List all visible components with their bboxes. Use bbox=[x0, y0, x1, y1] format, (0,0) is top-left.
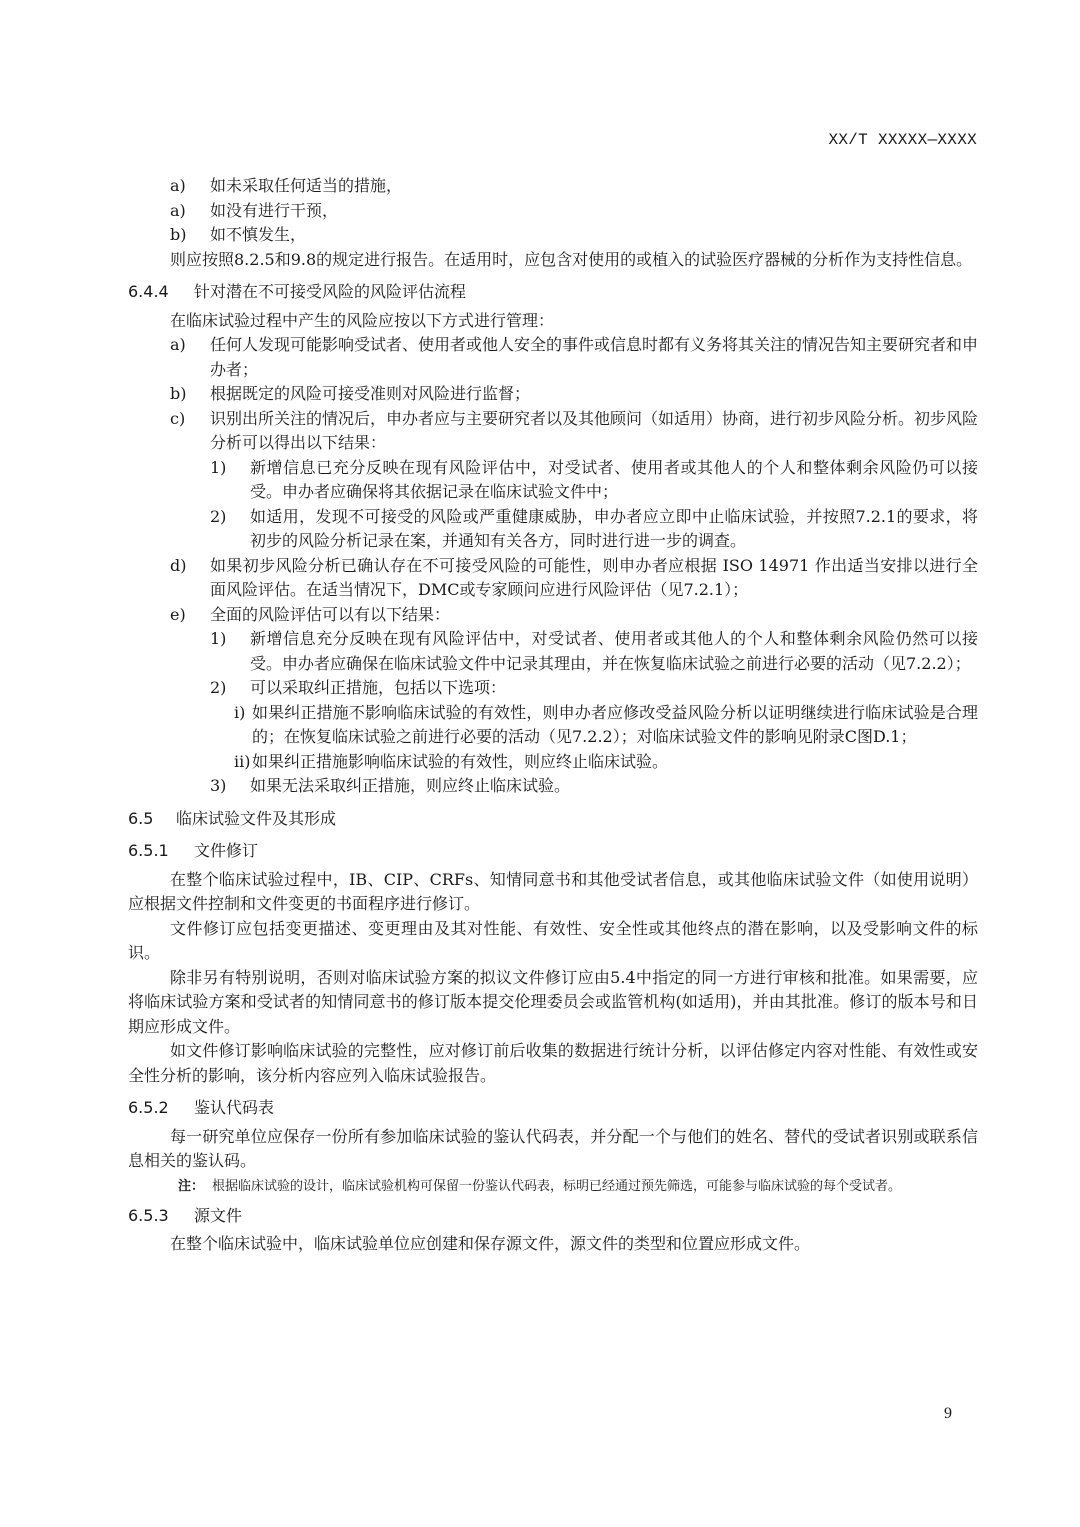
list-text: 如未采取任何适当的措施， bbox=[210, 176, 403, 195]
section-number: 6.5 bbox=[128, 808, 154, 828]
list-text: 任何人发现可能影响受试者、使用者或他人安全的事件或信息时都有义务将其关注的情况告知主要研究者和申办者； bbox=[210, 335, 979, 379]
list-item bbox=[128, 407, 978, 456]
page-content bbox=[128, 174, 978, 1257]
note bbox=[128, 1177, 978, 1196]
list-item bbox=[128, 774, 978, 799]
list-text: 如果初步风险分析已确认存在不可接受风险的可能性，则申办者应根据 ISO 14971 作出适当安排以进行全面风险评估。在适当情况下，DMC或专家顾问应进行风险评估（见7.2.1）； bbox=[210, 555, 978, 599]
paragraph: 在整个临床试验中，临床试验单位应创建和保存源文件，源文件的类型和位置应形成文件。 bbox=[170, 1234, 811, 1253]
list-item bbox=[128, 750, 978, 775]
list-label: b) bbox=[170, 384, 187, 403]
list-text: 全面的风险评估可以有以下结果： bbox=[210, 604, 451, 624]
list-item bbox=[128, 174, 978, 199]
list-label: ii) bbox=[234, 751, 251, 771]
list-label: b) bbox=[170, 225, 187, 244]
list-item bbox=[128, 333, 978, 382]
list-text: 识别出所关注的情况后，申办者应与主要研究者以及其他顾问（如适用）协商，进行初步风险分析。初步风险分析可以得出以下结果： bbox=[210, 408, 979, 452]
section-number: 6.5.3 bbox=[128, 1205, 169, 1225]
paragraph: 在临床试验过程中产生的风险应按以下方式进行管理： bbox=[170, 310, 555, 330]
list-item bbox=[128, 505, 978, 554]
section-title: 临床试验文件及其形成 bbox=[176, 808, 337, 828]
list-item bbox=[128, 627, 978, 676]
list-text: 如适用，发现不可接受的风险或严重健康威胁，申办者应立即中止临床试验，并按照7.2.1的要求，将初步的风险分析记录在案，并通知有关各方，同时进行进一步的调查。 bbox=[250, 506, 978, 550]
page-number: 9 bbox=[944, 1405, 952, 1422]
paragraph: 则应按照8.2.5和9.8的规定进行报告。在适用时，应包含对使用的或植入的试验医疗器械的分析作为支持性信息。 bbox=[170, 249, 973, 269]
section-heading-6-5 bbox=[128, 807, 978, 832]
section-number: 6.5.2 bbox=[128, 1098, 169, 1117]
list-label: 2) bbox=[210, 506, 227, 526]
list-label: c) bbox=[170, 408, 186, 428]
section-number: 6.5.1 bbox=[128, 841, 169, 860]
list-label: e) bbox=[170, 604, 186, 624]
standard-code: XX/T XXXXX—XXXX bbox=[828, 131, 977, 149]
list-text: 如没有进行干预， bbox=[210, 200, 339, 220]
paragraph: 如文件修订影响临床试验的完整性，应对修订前后收集的数据进行统计分析，以评估修定内容对性能、有效性或安全性分析的影响，该分析内容应列入临床试验报告。 bbox=[128, 1041, 978, 1085]
list-text: 新增信息已充分反映在现有风险评估中，对受试者、使用者或其他人的个人和整体剩余风险仍可以接受。申办者应确保将其依据记录在临床试验文件中； bbox=[250, 457, 978, 501]
section-heading-6-5-3 bbox=[128, 1204, 978, 1229]
section-heading-6-5-2 bbox=[128, 1096, 978, 1121]
list-label: 1) bbox=[210, 457, 227, 477]
list-label: 1) bbox=[210, 629, 227, 648]
list-item bbox=[128, 554, 978, 603]
section-title: 针对潜在不可接受风险的风险评估流程 bbox=[194, 282, 467, 301]
list-item bbox=[128, 456, 978, 505]
list-item bbox=[128, 701, 978, 750]
list-text: 如果无法采取纠正措施，则应终止临床试验。 bbox=[250, 776, 571, 795]
list-text: 如果纠正措施不影响临床试验的有效性，则申办者应修改受益风险分析以证明继续进行临床试验是合理的；在恢复临床试验之前进行必要的活动（见7.2.2）；对临床试验文件的影响见附录C图D.1； bbox=[252, 702, 978, 746]
list-text: 如果纠正措施影响临床试验的有效性，则应终止临床试验。 bbox=[252, 751, 669, 771]
list-item bbox=[128, 223, 978, 248]
list-item bbox=[128, 676, 978, 701]
section-heading-6-4-4 bbox=[128, 280, 978, 305]
note-text: 根据临床试验的设计，临床试验机构可保留一份鉴认代码表，标明已经通过预先筛选，可能参与临床试验的每个受试者。 bbox=[212, 1178, 902, 1194]
paragraph: 每一研究单位应保存一份所有参加临床试验的鉴认代码表，并分配一个与他们的姓名、替代的受试者识别或联系信息相关的鉴认码。 bbox=[128, 1126, 978, 1170]
paragraph: 除非另有特别说明，否则对临床试验方案的拟议文件修订应由5.4中指定的同一方进行审核和批准。如果需要，应将临床试验方案和受试者的知情同意书的修订版本提交伦理委员会或监管机构(如适用)，并由其批准。修订的版本号和日期应形成文件。 bbox=[128, 967, 978, 1036]
list-label: a) bbox=[170, 200, 186, 220]
list-label: i) bbox=[234, 702, 246, 722]
section-title: 文件修订 bbox=[194, 841, 259, 860]
list-label: a) bbox=[170, 335, 186, 354]
paragraph: 在整个临床试验过程中，IB、CIP、CRFs、知情同意书和其他受试者信息，或其他临床试验文件（如使用说明）应根据文件控制和文件变更的书面程序进行修订。 bbox=[128, 869, 978, 913]
list-item bbox=[128, 199, 978, 224]
list-text: 新增信息充分反映在现有风险评估中，对受试者、使用者或其他人的个人和整体剩余风险仍然可以接受。申办者应确保在临床试验文件中记录其理由，并在恢复临床试验之前进行必要的活动（见7.2.2）； bbox=[250, 629, 978, 673]
list-text: 可以采取纠正措施，包括以下选项： bbox=[250, 678, 507, 697]
list-label: 3) bbox=[210, 776, 227, 795]
paragraph: 文件修订应包括变更描述、变更理由及其对性能、有效性、安全性或其他终点的潜在影响，以及受影响文件的标识。 bbox=[128, 918, 978, 962]
list-item bbox=[128, 603, 978, 628]
list-label: d) bbox=[170, 555, 187, 575]
section-title: 鉴认代码表 bbox=[194, 1098, 275, 1117]
list-label: 2) bbox=[210, 678, 227, 697]
section-heading-6-5-1 bbox=[128, 839, 978, 864]
list-item bbox=[128, 382, 978, 407]
list-text: 如不慎发生， bbox=[210, 225, 307, 244]
section-title: 源文件 bbox=[194, 1205, 243, 1225]
list-text: 根据既定的风险可接受准则对风险进行监督； bbox=[210, 384, 531, 403]
note-label: 注： bbox=[178, 1178, 205, 1194]
list-label: a) bbox=[170, 176, 186, 195]
section-number: 6.4.4 bbox=[128, 282, 169, 301]
